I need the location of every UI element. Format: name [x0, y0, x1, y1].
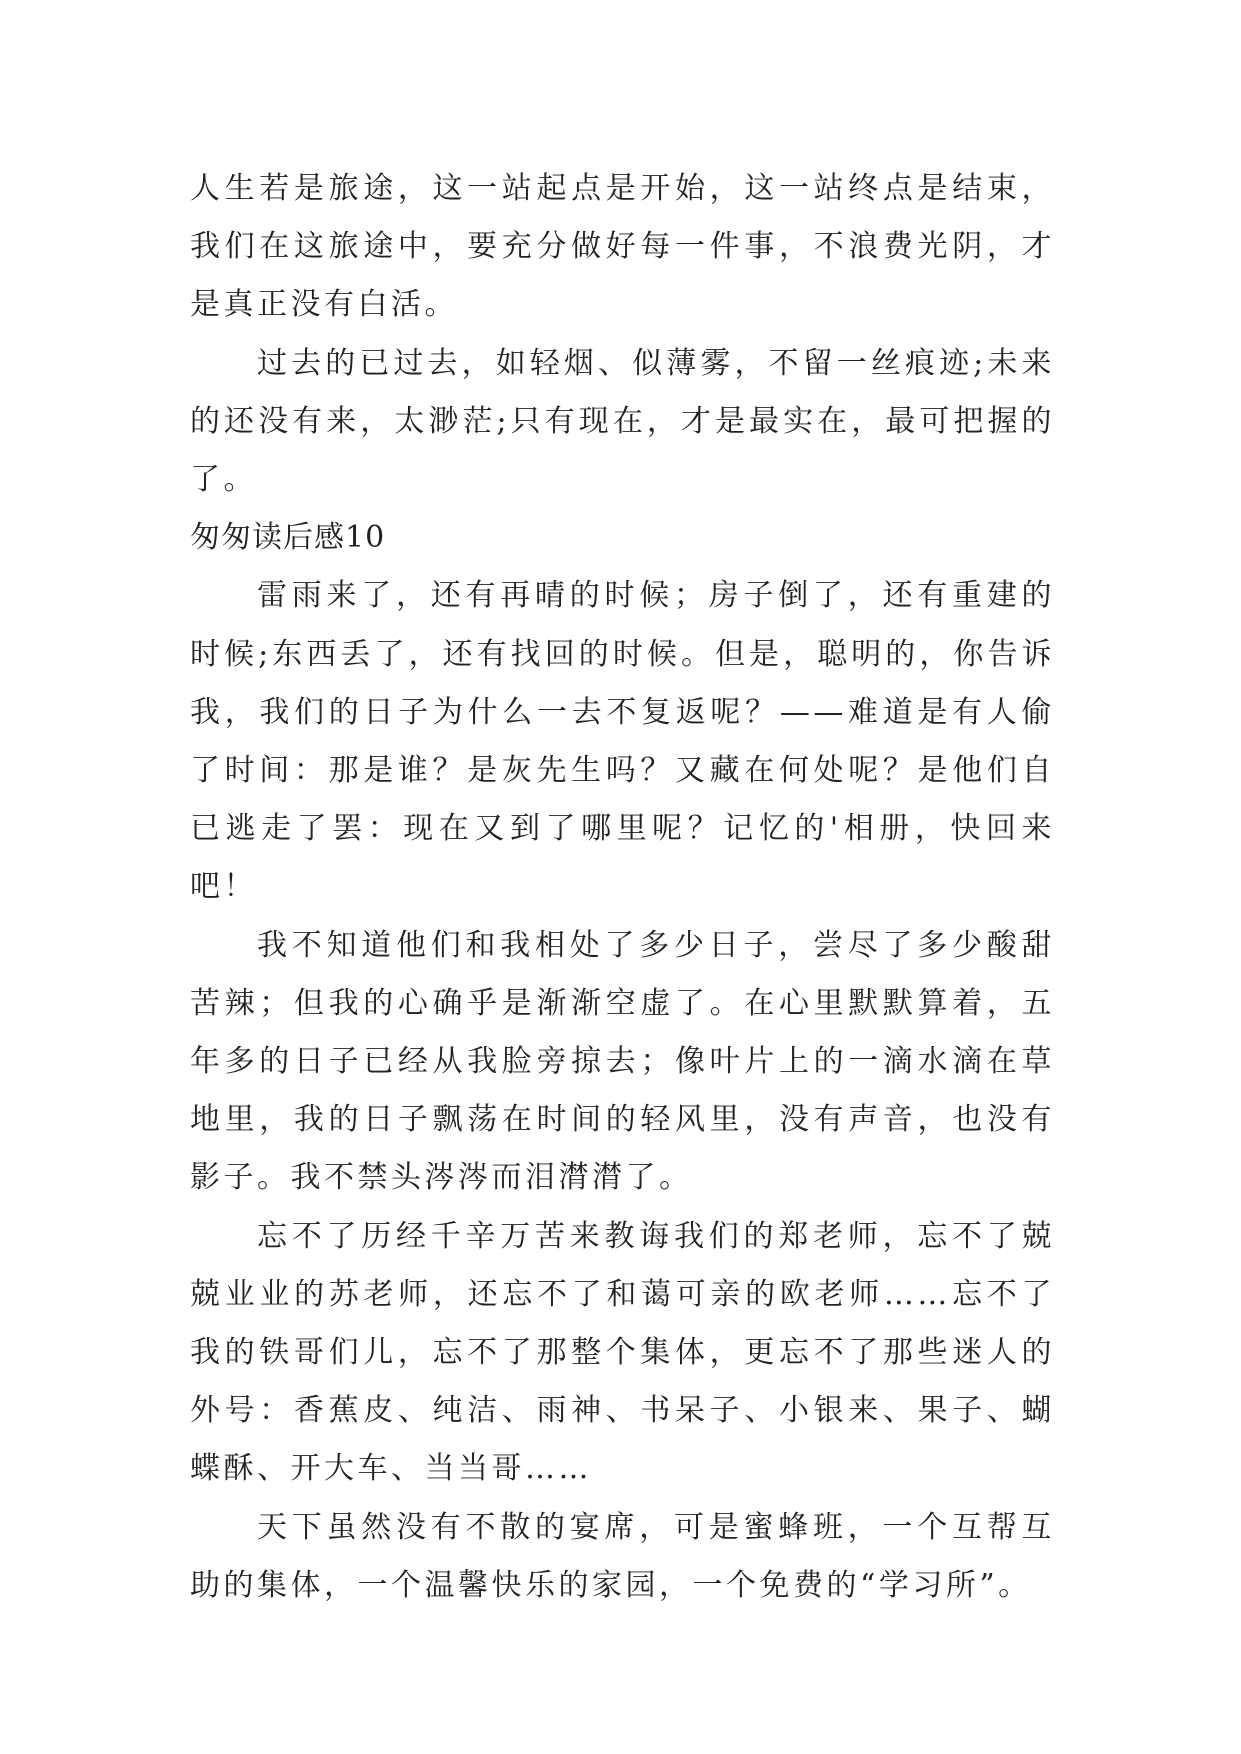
paragraph-journey: 人生若是旅途，这一站起点是开始，这一站终点是结束，我们在这旅途中，要充分做好每一件事，不浪费光阴，才是真正没有白活。: [190, 171, 1055, 323]
paragraph-days-passed: 我不知道他们和我相处了多少日子，尝尽了多少酸甜苦辣；但我的心确乎是渐渐空虚了。在心里默默算着，五年多的日子已经从我脸旁掠去；像叶片上的一滴水滴在草地里，我的日子飘荡在时间的轻风里，没有声音，也没有影子。我不禁头涔涔而泪潸潸了。: [190, 927, 1055, 1196]
paragraph-teachers: 忘不了历经千辛万苦来教诲我们的郑老师，忘不了兢兢业业的苏老师，还忘不了和蔼可亲的欧老师……忘不了我的铁哥们儿，忘不了那整个集体，更忘不了那些迷人的外号：香蕉皮、纯洁、雨神、书呆子、小银来、果子、蝴蝶酥、开大车、当当哥……: [190, 1218, 1055, 1487]
section-heading: 匆匆读后感10: [190, 520, 386, 556]
paragraph-thunderstorm: 雷雨来了，还有再晴的时候；房子倒了，还有重建的时候;东西丢了，还有找回的时候。但是，聪明的，你告诉我，我们的日子为什么一去不复返呢？——难道是有人偷了时间：那是谁？是灰先生吗？又藏在何处呢？是他们自已逃走了罢：现在又到了哪里呢？记忆的'相册，快回来吧！: [190, 578, 1055, 905]
paragraph-bee-class: 天下虽然没有不散的宴席，可是蜜蜂班，一个互帮互助的集体，一个温馨快乐的家园，一个免费的“学习所”。: [190, 1509, 1055, 1603]
paragraph-past-future: 过去的已过去，如轻烟、似薄雾，不留一丝痕迹;未来的还没有来，太渺茫;只有现在，才是最实在，最可把握的了。: [190, 345, 1055, 498]
document-body: [190, 160, 1055, 1615]
